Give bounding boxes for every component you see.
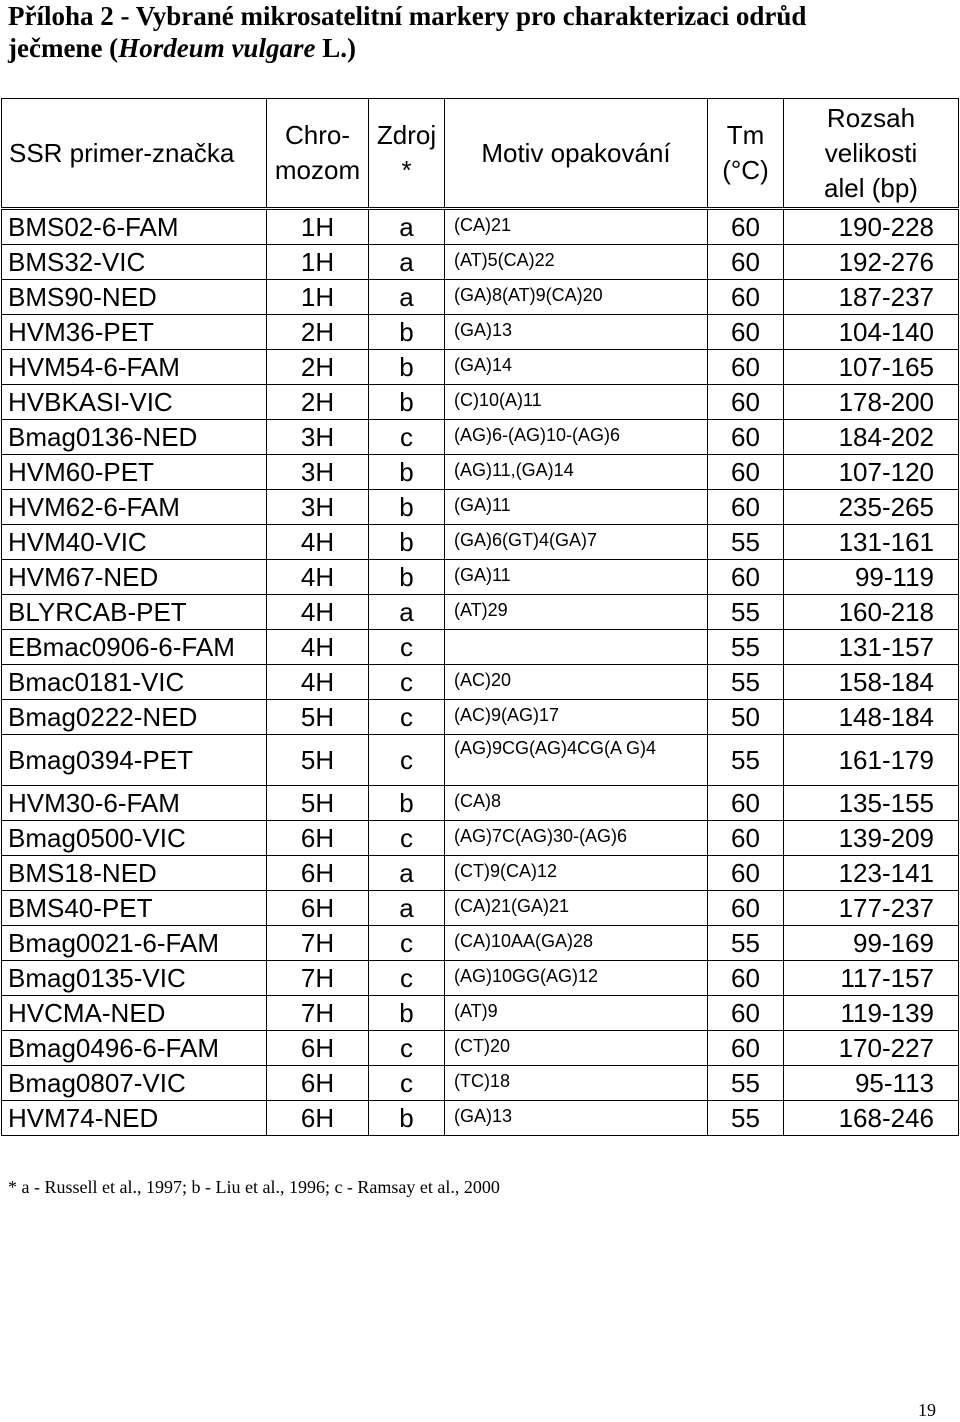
cell-primer: Bmag0135-VIC: [2, 961, 267, 996]
cell-chromosome: 2H: [267, 315, 369, 350]
cell-tm: 60: [708, 891, 784, 926]
cell-chromosome: 6H: [267, 1031, 369, 1066]
table-header-row: [2, 99, 959, 209]
cell-allele-size: 161-179: [784, 735, 959, 786]
cell-chromosome: 4H: [267, 665, 369, 700]
table-header: [2, 99, 959, 209]
cell-chromosome: 3H: [267, 420, 369, 455]
cell-source: a: [369, 891, 445, 926]
cell-chromosome: 1H: [267, 245, 369, 280]
header-size-line-3: alel (bp): [824, 172, 918, 203]
table-row: [2, 245, 959, 280]
cell-allele-size: 187-237: [784, 280, 959, 315]
cell-allele-size: 99-169: [784, 926, 959, 961]
cell-primer: EBmac0906-6-FAM: [2, 630, 267, 665]
cell-tm: 60: [708, 245, 784, 280]
cell-primer: Bmag0021-6-FAM: [2, 926, 267, 961]
cell-tm: 60: [708, 280, 784, 315]
cell-motif: (AG)11,(GA)14: [445, 455, 708, 490]
cell-source: c: [369, 821, 445, 856]
cell-source: b: [369, 560, 445, 595]
title-line-2: [8, 32, 948, 64]
cell-primer: HVM30-6-FAM: [2, 786, 267, 821]
cell-tm: 60: [708, 961, 784, 996]
cell-tm: 60: [708, 420, 784, 455]
cell-source: c: [369, 630, 445, 665]
cell-source: a: [369, 595, 445, 630]
cell-primer: Bmag0222-NED: [2, 700, 267, 735]
cell-motif: (GA)14: [445, 350, 708, 385]
header-source-line-2: *: [401, 155, 412, 185]
cell-tm: 55: [708, 630, 784, 665]
cell-motif: (AT)5(CA)22: [445, 245, 708, 280]
table-row: [2, 350, 959, 385]
cell-allele-size: 148-184: [784, 700, 959, 735]
cell-motif: (GA)8(AT)9(CA)20: [445, 280, 708, 315]
table-row: [2, 665, 959, 700]
cell-chromosome: 1H: [267, 280, 369, 315]
cell-motif: (CA)10AA(GA)28: [445, 926, 708, 961]
header-tm-line-1: Tm: [726, 120, 765, 150]
cell-source: c: [369, 961, 445, 996]
cell-tm: 60: [708, 350, 784, 385]
header-chromosome: [267, 99, 369, 209]
cell-chromosome: 6H: [267, 1066, 369, 1101]
table-row: [2, 786, 959, 821]
table-row: [2, 926, 959, 961]
header-source: [369, 99, 445, 209]
table-row: [2, 856, 959, 891]
table-row: [2, 280, 959, 315]
table-row: [2, 490, 959, 525]
title-line-1: Příloha 2 - Vybrané mikrosatelitní markery pro charakterizaci odrůd: [8, 1, 807, 31]
table-row: [2, 1101, 959, 1136]
cell-allele-size: 135-155: [784, 786, 959, 821]
cell-allele-size: 190-228: [784, 209, 959, 245]
cell-primer: Bmac0181-VIC: [2, 665, 267, 700]
cell-chromosome: 5H: [267, 786, 369, 821]
cell-motif: (CA)8: [445, 786, 708, 821]
cell-allele-size: 192-276: [784, 245, 959, 280]
cell-primer: Bmag0136-NED: [2, 420, 267, 455]
cell-allele-size: 107-120: [784, 455, 959, 490]
cell-tm: 55: [708, 525, 784, 560]
cell-source: a: [369, 245, 445, 280]
table-row: [2, 455, 959, 490]
cell-source: b: [369, 455, 445, 490]
cell-chromosome: 5H: [267, 735, 369, 786]
table-row: [2, 821, 959, 856]
cell-source: b: [369, 315, 445, 350]
cell-source: b: [369, 1101, 445, 1136]
cell-tm: 60: [708, 996, 784, 1031]
cell-tm: 60: [708, 821, 784, 856]
table-row: [2, 1031, 959, 1066]
cell-allele-size: 168-246: [784, 1101, 959, 1136]
cell-primer: HVM36-PET: [2, 315, 267, 350]
cell-source: b: [369, 490, 445, 525]
cell-primer: HVM40-VIC: [2, 525, 267, 560]
cell-tm: 60: [708, 209, 784, 245]
cell-motif: (AT)9: [445, 996, 708, 1031]
header-chromosome-line-1: Chro-: [284, 120, 350, 150]
cell-tm: 55: [708, 1066, 784, 1101]
table-row: [2, 735, 959, 786]
cell-motif: (AT)29: [445, 595, 708, 630]
cell-primer: BMS90-NED: [2, 280, 267, 315]
cell-tm: 55: [708, 735, 784, 786]
table-row: [2, 891, 959, 926]
cell-motif: (GA)13: [445, 1101, 708, 1136]
cell-chromosome: 5H: [267, 700, 369, 735]
cell-allele-size: 123-141: [784, 856, 959, 891]
cell-tm: 60: [708, 455, 784, 490]
cell-primer: HVCMA-NED: [2, 996, 267, 1031]
cell-source: c: [369, 1031, 445, 1066]
cell-source: c: [369, 665, 445, 700]
table-row: [2, 560, 959, 595]
cell-allele-size: 99-119: [784, 560, 959, 595]
table-row: [2, 996, 959, 1031]
cell-primer: HVM62-6-FAM: [2, 490, 267, 525]
cell-source: b: [369, 996, 445, 1031]
cell-primer: HVM54-6-FAM: [2, 350, 267, 385]
cell-motif: (C)10(A)11: [445, 385, 708, 420]
title-line-2-prefix: ječmene (: [8, 33, 119, 63]
cell-allele-size: 160-218: [784, 595, 959, 630]
cell-source: c: [369, 735, 445, 786]
cell-source: b: [369, 525, 445, 560]
cell-primer: BMS40-PET: [2, 891, 267, 926]
table-row: [2, 209, 959, 245]
cell-tm: 55: [708, 926, 784, 961]
cell-allele-size: 184-202: [784, 420, 959, 455]
cell-motif: (CT)9(CA)12: [445, 856, 708, 891]
cell-tm: 60: [708, 856, 784, 891]
cell-tm: 55: [708, 665, 784, 700]
table-row: [2, 595, 959, 630]
cell-source: b: [369, 385, 445, 420]
cell-allele-size: 119-139: [784, 996, 959, 1031]
cell-allele-size: 139-209: [784, 821, 959, 856]
header-chromosome-line-2: mozom: [274, 155, 361, 185]
cell-chromosome: 3H: [267, 455, 369, 490]
cell-source: a: [369, 209, 445, 245]
cell-allele-size: 104-140: [784, 315, 959, 350]
cell-motif: [445, 630, 708, 665]
cell-motif: (GA)13: [445, 315, 708, 350]
cell-source: c: [369, 700, 445, 735]
cell-source: a: [369, 856, 445, 891]
cell-allele-size: 107-165: [784, 350, 959, 385]
cell-source: a: [369, 280, 445, 315]
cell-source: b: [369, 786, 445, 821]
cell-tm: 60: [708, 315, 784, 350]
cell-allele-size: 170-227: [784, 1031, 959, 1066]
cell-motif: (GA)11: [445, 560, 708, 595]
cell-chromosome: 2H: [267, 385, 369, 420]
cell-primer: Bmag0807-VIC: [2, 1066, 267, 1101]
cell-chromosome: 4H: [267, 630, 369, 665]
cell-motif: (AG)10GG(AG)12: [445, 961, 708, 996]
cell-motif: (GA)11: [445, 490, 708, 525]
cell-primer: BMS32-VIC: [2, 245, 267, 280]
cell-primer: HVM60-PET: [2, 455, 267, 490]
header-tm: [708, 99, 784, 209]
cell-tm: 60: [708, 385, 784, 420]
cell-chromosome: 7H: [267, 926, 369, 961]
footnote: * a - Russell et al., 1997; b - Liu et al., 1996; c - Ramsay et al., 2000: [8, 1177, 500, 1197]
title-species-name: Hordeum vulgare: [118, 33, 316, 63]
cell-motif: (AG)7C(AG)30-(AG)6: [445, 821, 708, 856]
cell-allele-size: 177-237: [784, 891, 959, 926]
cell-chromosome: 2H: [267, 350, 369, 385]
page-number: 19: [918, 1400, 936, 1420]
cell-allele-size: 178-200: [784, 385, 959, 420]
table-row: [2, 420, 959, 455]
table-row: [2, 385, 959, 420]
cell-chromosome: 6H: [267, 1101, 369, 1136]
table-row: [2, 1066, 959, 1101]
title-line-2-suffix: L.): [315, 33, 356, 63]
cell-motif: (AG)9CG(AG)4CG(A G)4: [445, 735, 708, 786]
cell-tm: 60: [708, 786, 784, 821]
cell-allele-size: 131-157: [784, 630, 959, 665]
cell-chromosome: 4H: [267, 525, 369, 560]
cell-tm: 60: [708, 490, 784, 525]
cell-motif: (CA)21: [445, 209, 708, 245]
cell-motif: (AC)9(AG)17: [445, 700, 708, 735]
cell-chromosome: 1H: [267, 209, 369, 245]
header-primer: SSR primer-značka: [2, 99, 267, 209]
header-source-line-1: Zdroj: [376, 120, 437, 150]
cell-allele-size: 158-184: [784, 665, 959, 700]
cell-motif: (CA)21(GA)21: [445, 891, 708, 926]
page-title: [8, 0, 948, 64]
cell-primer: BLYRCAB-PET: [2, 595, 267, 630]
cell-source: c: [369, 420, 445, 455]
cell-motif: (CT)20: [445, 1031, 708, 1066]
ssr-marker-table: [1, 98, 959, 1136]
cell-chromosome: 6H: [267, 821, 369, 856]
cell-chromosome: 4H: [267, 595, 369, 630]
cell-motif: (AC)20: [445, 665, 708, 700]
table-body: [2, 209, 959, 1136]
cell-primer: Bmag0500-VIC: [2, 821, 267, 856]
table-row: [2, 525, 959, 560]
header-tm-line-2: (°C): [722, 155, 769, 185]
cell-chromosome: 6H: [267, 856, 369, 891]
cell-tm: 50: [708, 700, 784, 735]
cell-motif: (TC)18: [445, 1066, 708, 1101]
cell-primer: BMS02-6-FAM: [2, 209, 267, 245]
table-row: [2, 630, 959, 665]
cell-source: b: [369, 350, 445, 385]
cell-allele-size: 95-113: [784, 1066, 959, 1101]
table-row: [2, 315, 959, 350]
table-row: [2, 700, 959, 735]
cell-primer: HVM74-NED: [2, 1101, 267, 1136]
cell-primer: BMS18-NED: [2, 856, 267, 891]
cell-primer: HVBKASI-VIC: [2, 385, 267, 420]
cell-motif: (AG)6-(AG)10-(AG)6: [445, 420, 708, 455]
cell-tm: 55: [708, 595, 784, 630]
cell-allele-size: 235-265: [784, 490, 959, 525]
cell-chromosome: 6H: [267, 891, 369, 926]
cell-chromosome: 4H: [267, 560, 369, 595]
header-size-line-2: velikosti: [824, 137, 918, 168]
cell-chromosome: 7H: [267, 996, 369, 1031]
cell-allele-size: 117-157: [784, 961, 959, 996]
cell-primer: Bmag0496-6-FAM: [2, 1031, 267, 1066]
cell-primer: HVM67-NED: [2, 560, 267, 595]
cell-source: c: [369, 1066, 445, 1101]
header-motif: Motiv opakování: [445, 99, 708, 209]
cell-chromosome: 7H: [267, 961, 369, 996]
cell-source: c: [369, 926, 445, 961]
header-size-line-1: Rozsah: [826, 102, 916, 133]
cell-tm: 60: [708, 1031, 784, 1066]
cell-tm: 55: [708, 1101, 784, 1136]
cell-primer: Bmag0394-PET: [2, 735, 267, 786]
cell-chromosome: 3H: [267, 490, 369, 525]
cell-tm: 60: [708, 560, 784, 595]
cell-motif: (GA)6(GT)4(GA)7: [445, 525, 708, 560]
cell-allele-size: 131-161: [784, 525, 959, 560]
header-allele-size: [784, 99, 959, 209]
table-row: [2, 961, 959, 996]
